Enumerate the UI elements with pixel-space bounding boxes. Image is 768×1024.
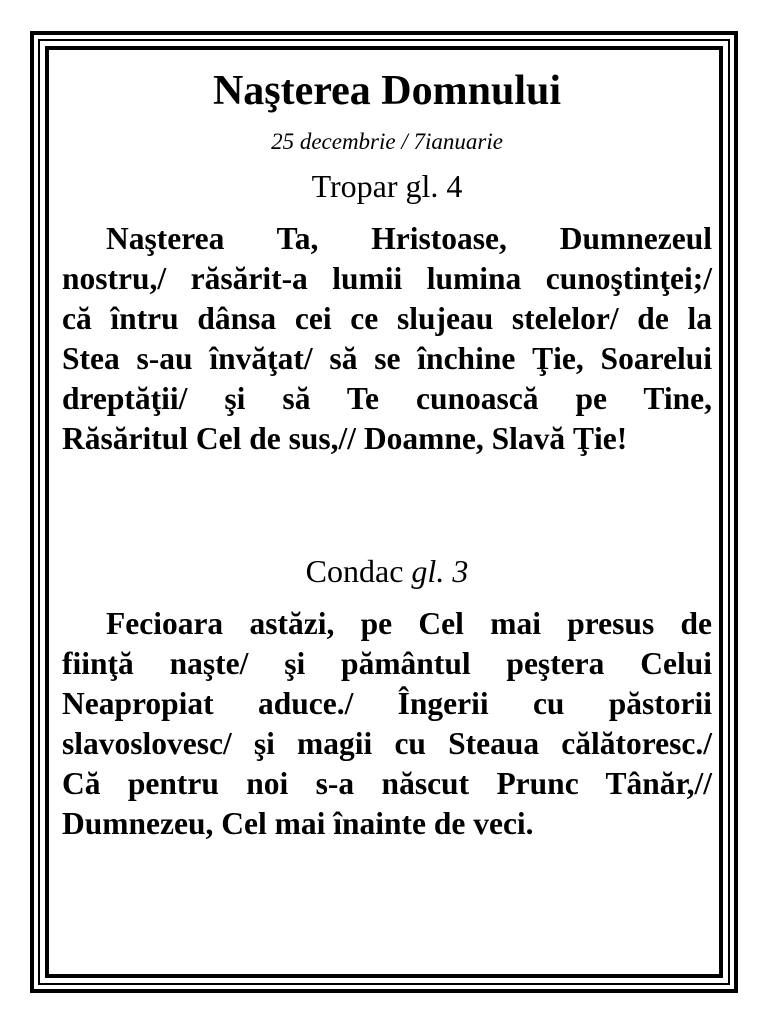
tropar-line: Naşterea Ta, Hristoase, Dumnezeul xyxy=(106,221,712,256)
condac-heading-word: Condac xyxy=(305,553,404,589)
page-title: Naşterea Domnului xyxy=(212,68,562,114)
condac-line: Fecioara astăzi, pe Cel mai presus de xyxy=(106,606,712,641)
tropar-heading: Tropar gl. 4 xyxy=(311,168,463,204)
condac-line: Dumnezeu, Cel mai înainte de veci. xyxy=(62,806,534,841)
tropar-line: dreptăţii/ şi să Te cunoască pe Tine, xyxy=(62,381,712,416)
condac-line: fiinţă naşte/ şi pământul peştera Celui xyxy=(62,646,712,681)
tropar-line: nostru,/ răsărit-a lumii lumina cunoştinţei;/ xyxy=(62,261,712,296)
page-content xyxy=(62,62,712,844)
condac-line: slavoslovesc/ şi magii cu Steaua călătoresc./ xyxy=(62,726,712,761)
condac-heading-tone: gl. 3 xyxy=(411,553,469,589)
condac-text xyxy=(62,604,712,844)
condac-line: Neapropiat aduce./ Îngerii cu păstorii xyxy=(62,686,712,721)
feast-date: 25 decembrie / 7ianuarie xyxy=(271,129,503,154)
tropar-line: Răsăritul Cel de sus,// Doamne, Slavă Ţie! xyxy=(62,421,628,456)
condac-line: Că pentru noi s-a născut Prunc Tânăr,// xyxy=(62,766,712,801)
tropar-line: că întru dânsa cei ce slujeau stelelor/ de la xyxy=(62,301,712,336)
tropar-text xyxy=(62,219,712,459)
tropar-line: Stea s-au învăţat/ să se închine Ţie, Soarelui xyxy=(62,341,712,376)
condac-heading xyxy=(62,555,712,587)
